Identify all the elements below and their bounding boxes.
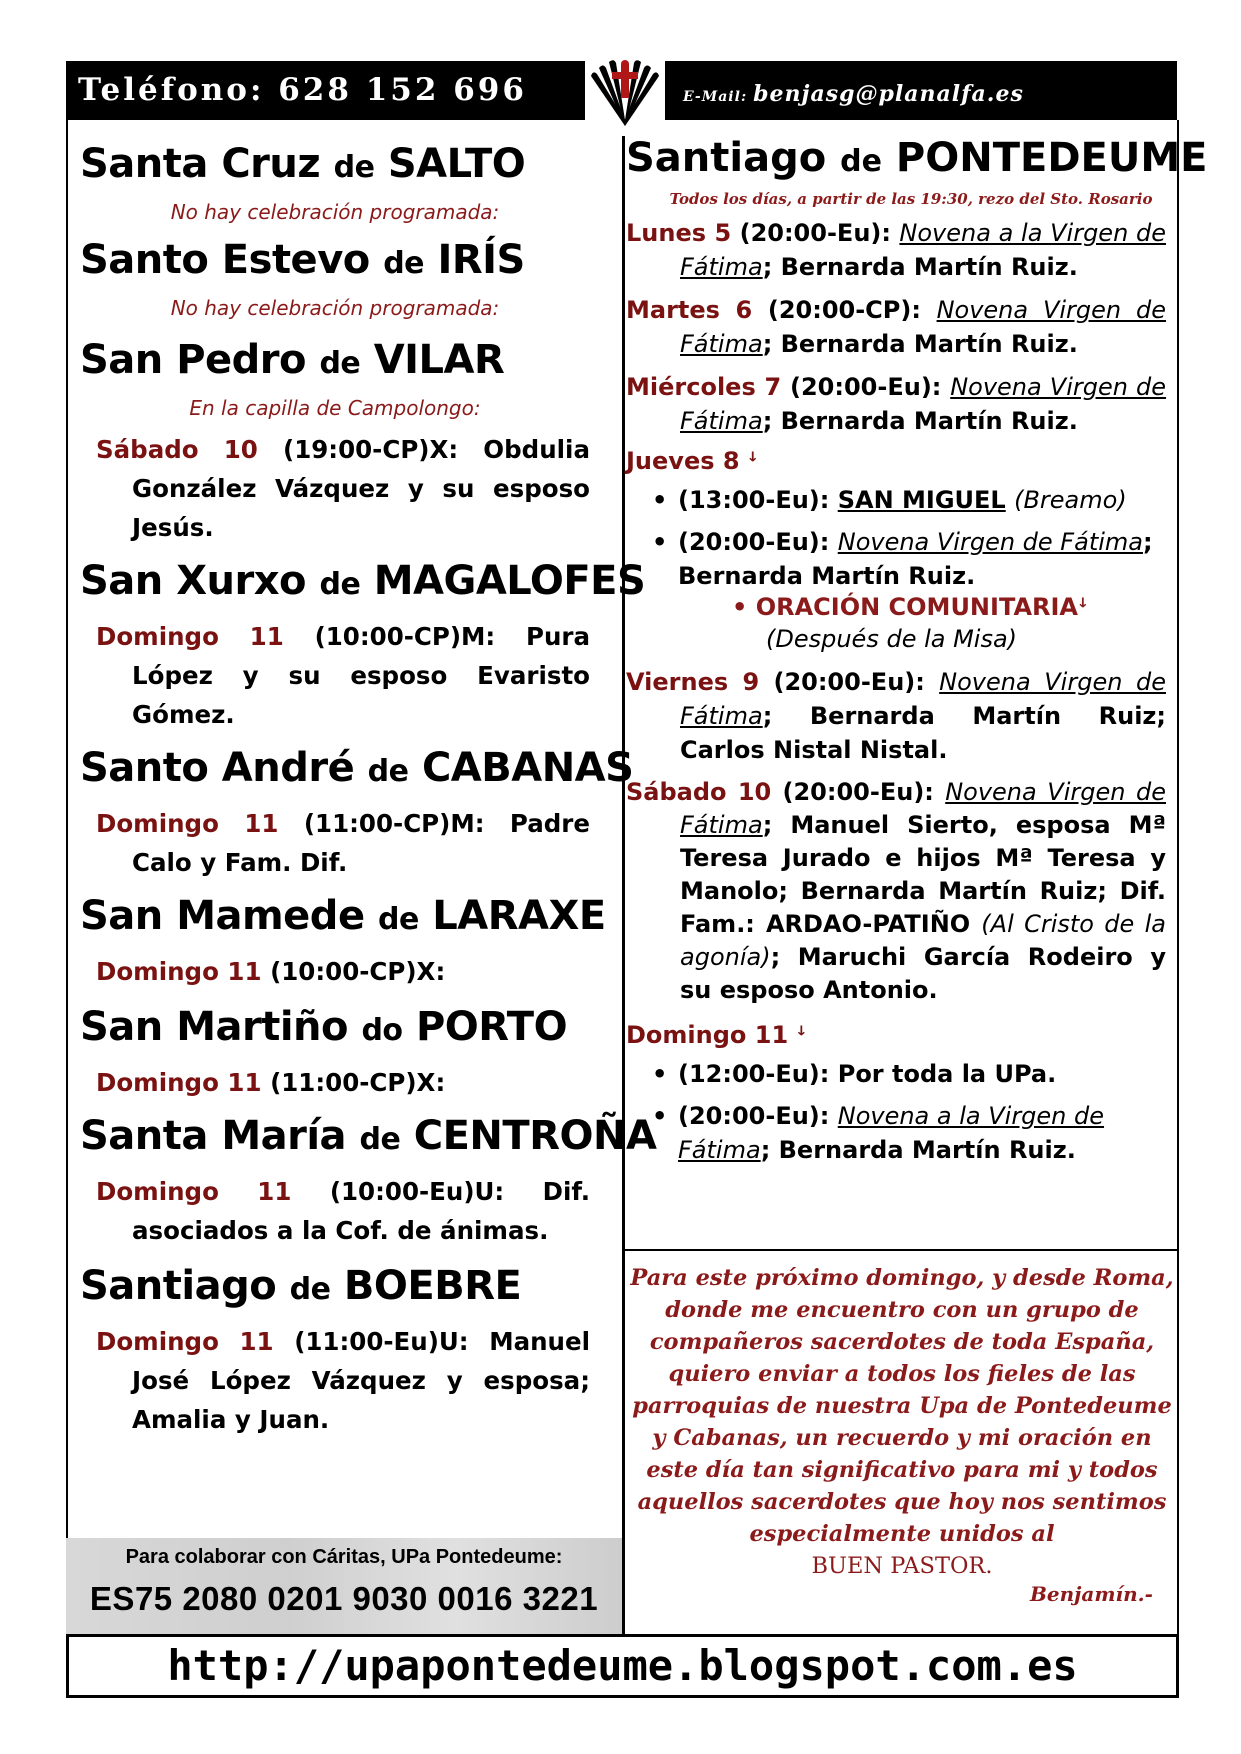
mass-entry: Miércoles 7 (20:00-Eu): Novena Virgen de Fátima; Bernarda Martín Ruiz. — [626, 373, 1167, 435]
after-mass-note: (Después de la Misa) — [766, 625, 1018, 653]
column-divider — [622, 136, 625, 1636]
phone-bar — [66, 61, 585, 120]
mass-entry: Domingo 11 (10:00-CP)M: Pura López y su esposo Evaristo Gómez. — [96, 622, 591, 729]
day-heading: Jueves 8 ꜜ — [626, 447, 758, 475]
signature: Benjamín.- — [1030, 1582, 1153, 1606]
rosary-note: Todos los días, a partir de las 19:30, rezo del Sto. Rosario — [669, 190, 1153, 208]
oracion-comunitaria: • ORACIÓN COMUNITARIAꜜ — [732, 593, 1088, 621]
parish-title: Santa María de CENTROÑA — [80, 1113, 657, 1159]
list-item: • (13:00-Eu): SAN MIGUEL (Breamo) — [652, 486, 1127, 514]
mass-entry: Domingo 11 (10:00-Eu)U: Dif. asociados a la Cof. de ánimas. — [96, 1177, 590, 1245]
parish-title: San Mamede de LARAXE — [80, 893, 606, 939]
parish-title: Santa Cruz de SALTO — [80, 141, 526, 187]
email: E-Mail: benjasg@planalfa.es — [683, 81, 1024, 107]
mass-entry: Lunes 5 (20:00-Eu): Novena a la Virgen de Fátima; Bernarda Martín Ruiz. — [626, 219, 1166, 281]
parish-title: San Pedro de VILAR — [80, 337, 505, 383]
parish-note: En la capilla de Campolongo: — [189, 396, 481, 420]
mass-entry: Sábado 10 (20:00-Eu): Novena Virgen de Fátima; Manuel Sierto, esposa Mª Teresa Jurado e hijos Mª Teresa y Manolo; Bernarda Martín Ruiz; Dif. Fam.: ARDAO-PATIÑO (Al Cristo de la agonía); Maruchi García Rodeiro y su esposo Antonio. — [626, 778, 1167, 1004]
right-border — [1177, 120, 1179, 1635]
parish-note: No hay celebración programada: — [170, 296, 500, 320]
mass-entry: Viernes 9 (20:00-Eu): Novena Virgen de Fátima; Bernarda Martín Ruiz; Carlos Nistal Nistal. — [626, 668, 1167, 764]
caritas-label: Para colaborar con Cáritas, UPa Pontedeume: — [125, 1546, 563, 1568]
parish-note: No hay celebración programada: — [170, 200, 500, 224]
parish-title: San Xurxo de MAGALOFES — [80, 558, 646, 604]
mass-entry: Domingo 11 (10:00-CP)X: — [96, 957, 446, 986]
list-item: • (20:00-Eu): Novena Virgen de Fátima; Bernarda Martín Ruiz. — [652, 528, 1153, 590]
parish-title: San Martiño do PORTO — [80, 1004, 568, 1050]
mass-entry: Domingo 11 (11:00-Eu)U: Manuel José López Vázquez y esposa; Amalia y Juan. — [96, 1327, 591, 1434]
email-bar — [665, 61, 1177, 120]
caritas-box — [66, 1538, 622, 1635]
message-divider — [622, 1249, 1179, 1251]
parish-title: Santiago de PONTEDEUME — [626, 135, 1208, 181]
list-item: • (20:00-Eu): Novena a la Virgen de Fátima; Bernarda Martín Ruiz. — [652, 1102, 1105, 1164]
left-column — [80, 138, 657, 1447]
parish-title: Santo Estevo de IRÍS — [80, 237, 525, 283]
phone-number: Teléfono: 628 152 696 — [78, 72, 527, 108]
mass-entry: Domingo 11 (11:00-CP)X: — [96, 1068, 446, 1097]
mass-entry: Martes 6 (20:00-CP): Novena Virgen de Fátima; Bernarda Martín Ruiz. — [626, 296, 1166, 358]
left-border — [66, 120, 68, 1635]
pastor-message: Para este próximo domingo, y desde Roma, donde me encuentro con un grupo de compañeros sacerdotes de toda España, quiero enviar a todos los fieles de las parroquias de nuestra Upa de Pontedeume y Cabanas, un recuerdo y mi oración en este día tan significativo para mi y todos aquellos sacerdotes que hoy nos sentimos especialmente unidos al BUEN PASTOR. — [630, 1265, 1174, 1579]
parish-title: Santiago de BOEBRE — [80, 1263, 522, 1309]
list-item: • (12:00-Eu): Por toda la UPa. — [652, 1060, 1057, 1088]
buen-pastor: BUEN PASTOR. — [811, 1553, 993, 1579]
day-heading: Domingo 11 ꜜ — [626, 1021, 807, 1049]
right-column — [626, 132, 1208, 1175]
parish-title: Santo André de CABANAS — [80, 745, 634, 791]
scallop-cross-icon — [585, 50, 665, 130]
mass-entry: Sábado 10 (19:00-CP)X: Obdulia González Vázquez y su esposo Jesús. — [96, 435, 590, 542]
blog-url-link[interactable]: http://upapontedeume.blogspot.com.es — [167, 1641, 1078, 1690]
caritas-iban: ES75 2080 0201 9030 0016 3221 — [89, 1580, 599, 1617]
blog-url-bar — [66, 1634, 1179, 1698]
mass-entry: Domingo 11 (11:00-CP)M: Padre Calo y Fam. Dif. — [96, 809, 590, 877]
